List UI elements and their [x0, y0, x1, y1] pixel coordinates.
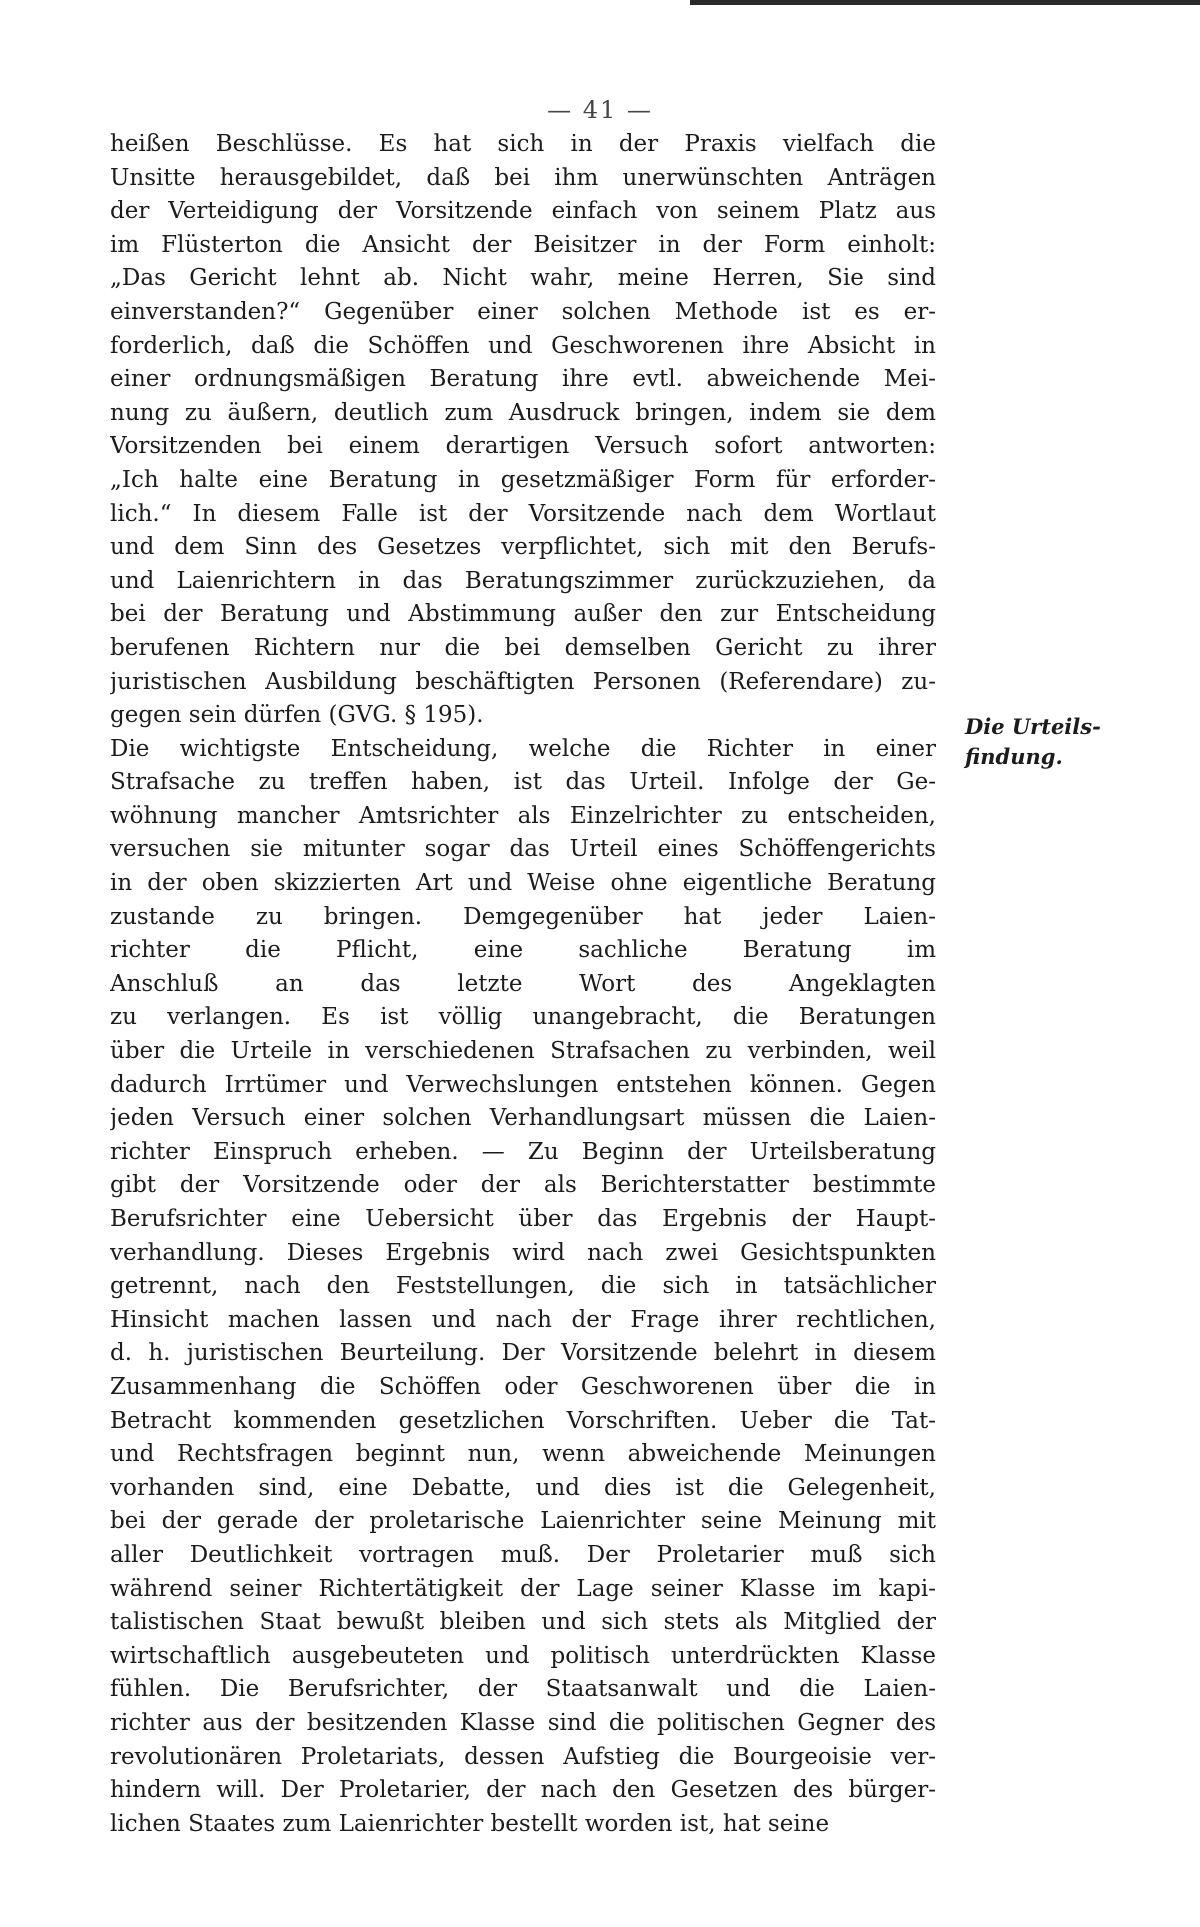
text-line: Die wichtigste Entscheidung, welche die Richter in einer: [110, 735, 936, 762]
text-line: jeden Versuch einer solchen Verhandlungsart müssen die Laien-: [110, 1105, 936, 1132]
text-line: Strafsache zu treffen haben, ist das Urteil. Infolge der Ge-: [110, 769, 936, 796]
text-line: im Flüsterton die Ansicht der Beisitzer in der Form einholt:: [110, 231, 936, 258]
text-line: forderlich, daß die Schöffen und Geschworenen ihre Absicht in: [110, 332, 936, 359]
text-line: d. h. juristischen Beurteilung. Der Vorsitzende belehrt in diesem: [110, 1340, 936, 1367]
text-line: Anschluß an das letzte Wort des Angeklagten: [110, 970, 936, 997]
text-line: gibt der Vorsitzende oder der als Berichterstatter bestimmte: [110, 1172, 936, 1199]
text-line: fühlen. Die Berufsrichter, der Staatsanwalt und die Laien-: [110, 1676, 936, 1703]
top-edge-rule: [690, 0, 1200, 5]
text-line: und Laienrichtern in das Beratungszimmer zurückzuziehen, da: [110, 567, 936, 594]
text-line: wirtschaftlich ausgebeuteten und politisch unterdrückten Klasse: [110, 1642, 936, 1669]
text-line: dadurch Irrtümer und Verwechslungen entstehen können. Gegen: [110, 1071, 936, 1098]
text-line: heißen Beschlüsse. Es hat sich in der Praxis vielfach die: [110, 131, 936, 157]
text-line: richter die Pflicht, eine sachliche Beratung im: [110, 937, 936, 964]
margin-note-line: findung.: [965, 744, 1063, 769]
text-line: hindern will. Der Proletarier, der nach den Gesetzen des bürger-: [110, 1777, 936, 1804]
body-text: [110, 128, 936, 1841]
text-line: revolutionären Proletariats, dessen Aufstieg die Bourgeoisie ver-: [110, 1743, 936, 1770]
text-line: „Ich halte eine Beratung in gesetzmäßiger Form für erforder-: [110, 466, 936, 493]
text-line: über die Urteile in verschiedenen Strafsachen zu verbinden, weil: [110, 1038, 936, 1065]
text-line: gegen sein dürfen (GVG. § 195).: [110, 702, 484, 729]
text-line: richter Einspruch erheben. — Zu Beginn der Urteilsberatung: [110, 1138, 936, 1165]
text-line: wöhnung mancher Amtsrichter als Einzelrichter zu entscheiden,: [110, 802, 936, 829]
text-line: talistischen Staat bewußt bleiben und sich stets als Mitglied der: [110, 1609, 936, 1636]
text-line: einverstanden?“ Gegenüber einer solchen Methode ist es er-: [110, 298, 936, 325]
text-line: und Rechtsfragen beginnt nun, wenn abweichende Meinungen: [110, 1441, 936, 1468]
text-line: und dem Sinn des Gesetzes verpflichtet, sich mit den Berufs-: [110, 534, 936, 561]
text-line: getrennt, nach den Feststellungen, die sich in tatsächlicher: [110, 1273, 936, 1300]
text-line: nung zu äußern, deutlich zum Ausdruck bringen, indem sie dem: [110, 399, 936, 426]
text-line: lich.“ In diesem Falle ist der Vorsitzende nach dem Wortlaut: [110, 500, 936, 527]
text-line: Hinsicht machen lassen und nach der Frage ihrer rechtlichen,: [110, 1306, 936, 1333]
paragraph-1: [110, 128, 936, 733]
paragraph-2: [110, 733, 936, 1842]
margin-note: [965, 712, 1115, 772]
text-line: juristischen Ausbildung beschäftigten Personen (Referendare) zu-: [110, 668, 936, 695]
text-line: bei der Beratung und Abstimmung außer den zur Entscheidung: [110, 601, 936, 628]
text-line: lichen Staates zum Laienrichter bestellt worden ist, hat seine: [110, 1810, 830, 1837]
text-line: einer ordnungsmäßigen Beratung ihre evtl. abweichende Mei-: [110, 366, 936, 393]
text-line: Betracht kommenden gesetzlichen Vorschriften. Ueber die Tat-: [110, 1407, 936, 1434]
text-line: zu verlangen. Es ist völlig unangebracht, die Beratungen: [110, 1004, 936, 1031]
text-line: aller Deutlichkeit vortragen muß. Der Proletarier muß sich: [110, 1541, 936, 1568]
text-line: zustande zu bringen. Demgegenüber hat jeder Laien-: [110, 903, 936, 930]
text-line: richter aus der besitzenden Klasse sind die politischen Gegner des: [110, 1709, 936, 1736]
margin-note-line: Die Urteils-: [965, 714, 1101, 739]
text-line: der Verteidigung der Vorsitzende einfach von seinem Platz aus: [110, 198, 936, 225]
text-line: Unsitte herausgebildet, daß bei ihm unerwünschten Anträgen: [110, 164, 936, 191]
text-line: Berufsrichter eine Uebersicht über das Ergebnis der Haupt-: [110, 1206, 936, 1232]
text-line: während seiner Richtertätigkeit der Lage seiner Klasse im kapi-: [110, 1575, 936, 1602]
text-line: Zusammenhang die Schöffen oder Geschworenen über die in: [110, 1373, 936, 1400]
text-line: versuchen sie mitunter sogar das Urteil eines Schöffengerichts: [110, 836, 936, 863]
text-line: in der oben skizzierten Art und Weise ohne eigentliche Beratung: [110, 870, 936, 897]
text-line: „Das Gericht lehnt ab. Nicht wahr, meine Herren, Sie sind: [110, 265, 936, 292]
text-line: Vorsitzenden bei einem derartigen Versuch sofort antworten:: [110, 433, 936, 460]
text-line: bei der gerade der proletarische Laienrichter seine Meinung mit: [110, 1508, 936, 1535]
text-line: verhandlung. Dieses Ergebnis wird nach zwei Gesichtspunkten: [110, 1239, 936, 1266]
text-line: berufenen Richtern nur die bei demselben Gericht zu ihrer: [110, 634, 936, 661]
page-number: — 41 —: [547, 96, 653, 124]
text-line: vorhanden sind, eine Debatte, und dies ist die Gelegenheit,: [110, 1474, 936, 1501]
